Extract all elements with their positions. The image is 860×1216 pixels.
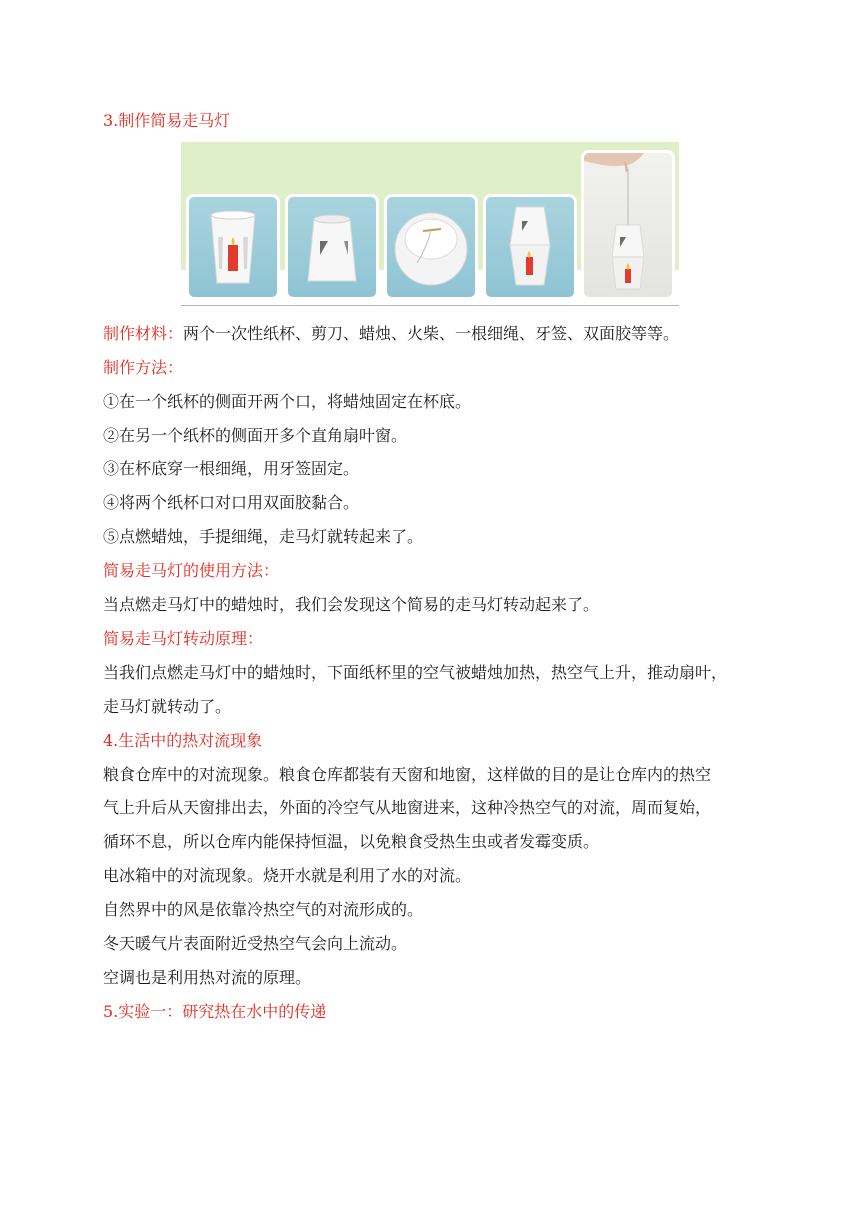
lantern-steps-illustration bbox=[181, 142, 679, 306]
section-4-line-5: 自然界中的风是依靠冷热空气的对流形成的。 bbox=[103, 900, 424, 919]
cup-with-candle-image bbox=[186, 194, 280, 300]
principle-line-2: 走马灯就转动了。 bbox=[103, 697, 232, 716]
materials-line bbox=[103, 323, 679, 345]
section-4-line-6: 冬天暖气片表面附近受热空气会向上流动。 bbox=[103, 934, 408, 953]
section-4-line-7: 空调也是利用热对流的原理。 bbox=[103, 968, 312, 987]
method-label: 制作方法： bbox=[103, 358, 184, 377]
method-step-3: ③在杯底穿一根细绳，用牙签固定。 bbox=[103, 459, 360, 478]
materials-text: 两个一次性纸杯、剪刀、蜡烛、火柴、一根细绳、牙签、双面胶等等。 bbox=[183, 324, 680, 343]
section-5-title: 5.实验一：研究热在水中的传递 bbox=[103, 1002, 327, 1021]
usage-label: 简易走马灯的使用方法： bbox=[103, 561, 280, 580]
section-4-line-1: 粮食仓库中的对流现象。粮食仓库都装有天窗和地窗，这样做的目的是让仓库内的热空 bbox=[103, 765, 712, 784]
hanging-lantern-image bbox=[581, 150, 675, 300]
method-step-5: ⑤点燃蜡烛，手提细绳，走马灯就转起来了。 bbox=[103, 527, 424, 546]
illustration-baseline bbox=[181, 305, 679, 306]
principle-line-1: 当我们点燃走马灯中的蜡烛时，下面纸杯里的空气被蜡烛加热，热空气上升，推动扇叶， bbox=[103, 663, 728, 682]
section-4-line-3: 循环不息，所以仓库内能保持恒温，以免粮食受热生虫或者发霉变质。 bbox=[103, 832, 600, 851]
cup-with-window-image bbox=[285, 194, 379, 300]
two-cups-joined-image bbox=[483, 194, 577, 300]
method-step-4: ④将两个纸杯口对口用双面胶黏合。 bbox=[103, 493, 360, 512]
section-3-title: 3.制作简易走马灯 bbox=[103, 111, 231, 130]
principle-label: 简易走马灯转动原理： bbox=[103, 629, 264, 648]
section-4-line-2: 气上升后从天窗排出去，外面的冷空气从地窗进来，这种冷热空气的对流，周而复始， bbox=[103, 798, 712, 817]
section-4-title: 4.生活中的热对流现象 bbox=[103, 731, 263, 750]
cup-bottom-with-string-image bbox=[384, 194, 478, 300]
section-4-line-4: 电冰箱中的对流现象。烧开水就是利用了水的对流。 bbox=[103, 866, 472, 885]
method-step-2: ②在另一个纸杯的侧面开多个直角扇叶窗。 bbox=[103, 426, 408, 445]
usage-text: 当点燃走马灯中的蜡烛时，我们会发现这个简易的走马灯转动起来了。 bbox=[103, 595, 600, 614]
method-step-1: ①在一个纸杯的侧面开两个口，将蜡烛固定在杯底。 bbox=[103, 392, 472, 411]
materials-label: 制作材料： bbox=[103, 324, 184, 343]
